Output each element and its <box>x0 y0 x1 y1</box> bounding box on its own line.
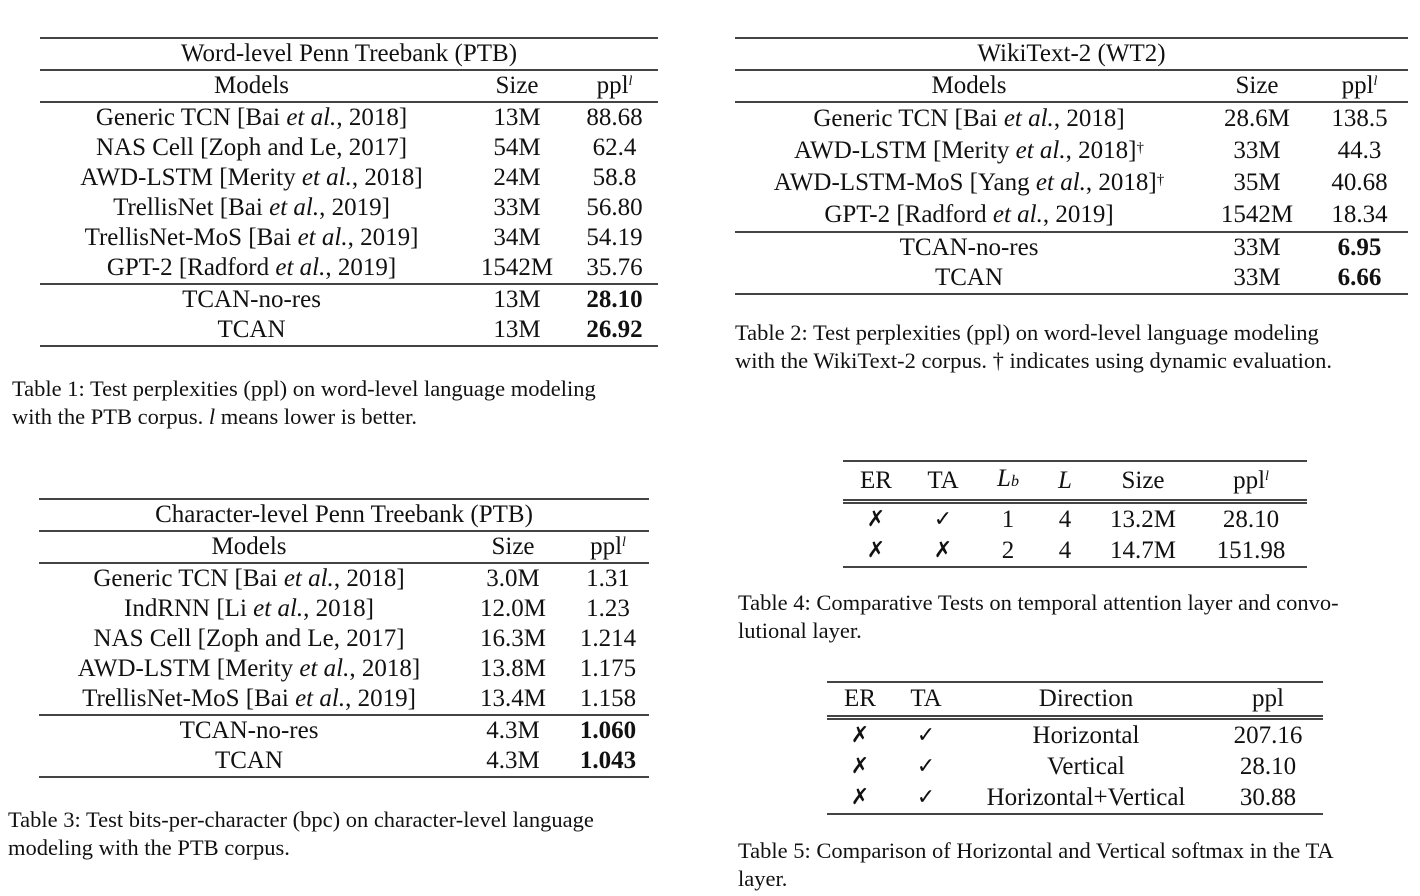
table-char-ptb <box>39 498 649 778</box>
col-header-ppl: ppl$^l$ <box>590 533 626 560</box>
col-header-lb: Lb <box>997 465 1019 492</box>
table-row: NAS Cell [Zoph and Le, 2017] 16.3M 1.214 <box>93 625 637 652</box>
col-header-ta: TA <box>910 685 942 712</box>
table-row: AWD-LSTM-MoS [Yang et al., 2018]† 35M 40.68 <box>773 169 1388 196</box>
table2-caption: Table 2: Test perplexities (ppl) on word-level language modeling with the WikiText-2 corpus. † indicates using dynamic evaluation. <box>735 320 1332 373</box>
col-header-direction: Direction <box>1038 685 1134 712</box>
table5-caption: Table 5: Comparison of Horizontal and Vertical softmax in the TA layer. <box>738 838 1334 891</box>
cross-icon: ✗ <box>933 538 953 563</box>
table-row-ours: TCAN 13M 26.92 <box>40 315 658 346</box>
col-header-l: L <box>1058 466 1072 494</box>
table-title: Word-level Penn Treebank (PTB) <box>180 40 518 67</box>
table1-caption: Table 1: Test perplexities (ppl) on word-level language modeling with the PTB corpus. l means lower is better. <box>12 376 596 429</box>
table-row: TrellisNet [Bai et al., 2019] 33M 56.80 <box>113 194 643 221</box>
table-row: Generic TCN [Bai et al., 2018] 3.0M 1.31 <box>39 563 649 594</box>
table-wikitext2 <box>735 37 1408 295</box>
table-ablation-layers <box>843 460 1307 568</box>
cross-icon: ✗ <box>850 723 870 748</box>
check-icon: ✓ <box>916 785 936 810</box>
table-row: AWD-LSTM [Merity et al., 2018] 13.8M 1.175 <box>77 655 637 682</box>
col-header-size: Size <box>491 533 535 560</box>
check-icon: ✓ <box>916 754 936 779</box>
table-row: Generic TCN [Bai et al., 2018] 28.6M 138.5 <box>735 102 1408 135</box>
table-row: ✗ ✓ Vertical 28.10 <box>850 752 1297 780</box>
table-row: GPT-2 [Radford et al., 2019] 1542M 35.76 <box>106 254 643 281</box>
col-header-er: ER <box>844 685 876 712</box>
table-row: GPT-2 [Radford et al., 2019] 1542M 18.34 <box>824 201 1388 228</box>
col-header-ppl: ppl$^l$ <box>596 72 633 99</box>
table-title: Character-level Penn Treebank (PTB) <box>155 501 533 528</box>
table3-caption: Table 3: Test bits-per-character (bpc) on character-level language modeling with the PTB corpus. <box>8 807 594 860</box>
table-row: ✗ ✓ Horizontal 207.16 <box>827 718 1323 752</box>
col-header-ppl: ppl <box>1252 685 1284 712</box>
col-header-size: Size <box>1121 466 1165 494</box>
col-header-size: Size <box>1235 72 1279 99</box>
col-header-models: Models <box>211 533 287 560</box>
check-icon: ✓ <box>916 723 936 748</box>
col-header-ppl: ppl$^l$ <box>1233 466 1269 494</box>
table-row: Generic TCN [Bai et al., 2018] 13M 88.68 <box>40 102 658 133</box>
table-row-ours: TCAN-no-res 13M 28.10 <box>40 284 658 315</box>
col-header-size: Size <box>495 72 539 99</box>
table4-caption: Table 4: Comparative Tests on temporal attention layer and convo- lutional layer. <box>738 590 1339 643</box>
check-icon: ✓ <box>933 507 953 532</box>
table-row: TrellisNet-MoS [Bai et al., 2019] 13.4M 1.158 <box>82 685 637 712</box>
table-row: TrellisNet-MoS [Bai et al., 2019] 34M 54.19 <box>84 224 643 251</box>
table-row: ✗ ✓ Horizontal+Vertical 30.88 <box>827 782 1323 814</box>
cross-icon: ✗ <box>850 754 870 779</box>
table-row: AWD-LSTM [Merity et al., 2018]† 33M 44.3 <box>794 137 1382 164</box>
cross-icon: ✗ <box>850 785 870 810</box>
col-header-models: Models <box>214 72 289 99</box>
col-header-models: Models <box>931 72 1007 99</box>
table-row-ours: TCAN 33M 6.66 <box>735 263 1408 294</box>
table-row: ✗ ✓ 1 4 13.2M 28.10 <box>843 502 1307 536</box>
table-row-ours: TCAN-no-res 33M 6.95 <box>735 232 1408 263</box>
table-title: WikiText-2 (WT2) <box>977 40 1166 67</box>
table-row: IndRNN [Li et al., 2018] 12.0M 1.23 <box>124 595 630 622</box>
cross-icon: ✗ <box>866 538 886 563</box>
table-row-ours: TCAN-no-res 4.3M 1.060 <box>39 715 649 746</box>
table-row: ✗ ✗ 2 4 14.7M 151.98 <box>843 535 1307 567</box>
table-row: NAS Cell [Zoph and Le, 2017] 54M 62.4 <box>95 134 637 161</box>
table-softmax-direction <box>827 681 1323 815</box>
table-row: AWD-LSTM [Merity et al., 2018] 24M 58.8 <box>80 164 637 191</box>
cross-icon: ✗ <box>866 507 886 532</box>
table-row-ours: TCAN 4.3M 1.043 <box>39 746 649 777</box>
col-header-er: ER <box>860 466 892 494</box>
table-word-ptb <box>40 37 658 347</box>
col-header-ta: TA <box>927 466 959 494</box>
col-header-ppl: ppl$^l$ <box>1341 72 1378 99</box>
